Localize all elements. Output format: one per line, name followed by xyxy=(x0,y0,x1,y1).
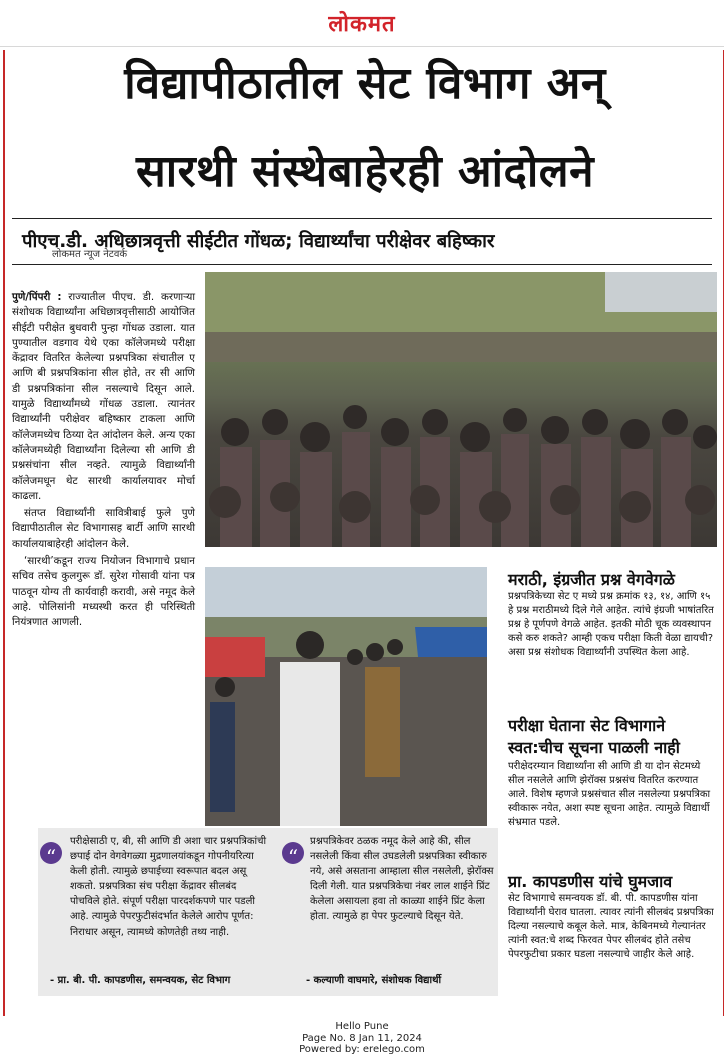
quote-text: परीक्षेसाठी ए, बी, सी आणि डी अशा चार प्रश्नपत्रिकांची छपाई दोन वेगवेगळ्या मुद्रणालयांकडून गोपनीयरित्या केली होती. त्यामुळे छपाईच्या स्वरूपात बदल असू शकतो. प्रश्नपत्रिका संच परीक्षा केंद्रावर सीलबंद पोचविले होते. संपूर्ण परीक्षा पारदर्शकपणे पार पडली आहे. त्यामुळे पेपरफुटीसंदर्भात केलेले आरोप पूर्णत: निराधार असून, त्यामध्ये कोणतेही तथ्य नाही. xyxy=(70,836,267,938)
students-walkway-photo-art xyxy=(205,567,487,826)
protest-crowd-photo xyxy=(205,272,717,547)
subheadline: पीएच.डी. अधिछात्रवृत्ती सीईटीत गोंधळ; विद्यार्थ्यांचा परीक्षेवर बहिष्कार xyxy=(22,231,495,252)
headline-line-1: विद्यापीठातील सेट विभाग अन् xyxy=(124,58,606,109)
dateline: पुणे/पिंपरी : xyxy=(12,291,62,303)
protest-crowd-photo-art xyxy=(205,272,717,547)
section-heading: मराठी, इंग्रजीत प्रश्न वेगवेगळे xyxy=(508,570,675,589)
section-body: परीक्षेदरम्यान विद्यार्थ्यांना सी आणि डी या दोन सेटमध्ये सील नसलेले आणि झेरॉक्स प्रश्नसंच वितरित करण्यात आले. विशेष म्हणजे प्रश्नसंचात सील नसलेल्या प्रश्नपत्रिका स्वीकारू नयेत, अशा स्पष्ट सूचना आहेत. त्यामुळे विद्यार्थी संभ्रमात पडले. xyxy=(508,761,711,828)
divider xyxy=(12,264,712,265)
quote-attribution: - प्रा. बी. पी. कापडणीस, समन्वयक, सेट विभाग xyxy=(50,975,231,986)
footer-edition: Hello Pune xyxy=(335,1021,389,1032)
article-text: राज्यातील पीएच. डी. करणाऱ्या संशोधक विद्यार्थ्यांना अधिछात्रवृत्तीसाठी आयोजित सीईटी परीक्षेत बुधवारी पुन्हा गोंधळ उडाला. यात पुण्यातील वडगाव येथे एका कॉलेजमध्ये परीक्षा केंद्रावर वितरित केलेल्या प्रश्नपत्रिका संचातील ए आणि बी प्रश्नपत्रिकांना सील होते, तर सी आणि डी प्रश्नपत्रिकांना सील नसल्याचे दिसून आले. यामुळे विद्यार्थ्यांमध्ये गोंधळ उडाला. त्यानंतर विद्यार्थ्यांनी परीक्षेवर बहिष्कार टाकला आणि कॉलेजमध्येच ठिय्या देत आंदोलन केले. अन्य एका कॉलेजमध्येही विद्यार्थ्यांना दिलेल्या सी आणि डी प्रश्नसंचांना सील नव्हते. त्यामुळे विद्यार्थ्यांनी कॉलेजमधून थेट सारथी कार्यालयावर मोर्चा काढला. xyxy=(12,291,196,502)
lokmat-logo: लोकमत xyxy=(328,12,396,37)
footer-page-date: Page No. 8 Jan 11, 2024 xyxy=(302,1032,422,1044)
footer-powered-by: Powered by: erelego.com xyxy=(299,1044,425,1055)
section-heading: प्रा. कापडणीस यांचे घुमजाव xyxy=(508,872,673,891)
article-paragraph: ‘सारथी’कडून राज्य नियोजन विभागाचे प्रधान सचिव तसेच कुलगुरू डॉ. सुरेश गोसावी यांना पत्र पाठवून योग्य ती कार्यवाही करावी, असे नमूद केले आहे. पोलिसांनी मध्यस्थी करत ही परिस्थिती नियंत्रणात आणली. xyxy=(12,555,195,629)
section-heading: परीक्षा घेताना सेट विभागाने xyxy=(508,716,666,735)
article-body xyxy=(12,290,195,633)
headline-line-2: सारथी संस्थेबाहेरही आंदोलने xyxy=(136,146,594,197)
article-paragraph xyxy=(12,290,195,504)
byline: लोकमत न्यूज नेटवर्क xyxy=(52,249,128,260)
quote-text: प्रश्नपत्रिकेवर ठळक नमूद केले आहे की, सील नसलेली किंवा सील उघडलेली प्रश्नपत्रिका स्वीकारु नये, असे असताना आम्हाला सील नसलेली, झेरॉक्स दिली गेली. यात प्रश्नपत्रिकेचा नंबर लाल शाईने प्रिंट केलेला असायला हवा तो काळ्या शाईने प्रिंट केला होता. त्यामुळे हा पेपर फुटल्याचे दिसून येते. xyxy=(310,836,494,923)
page-footer xyxy=(0,1021,724,1056)
masthead xyxy=(0,0,724,47)
students-walkway-photo xyxy=(205,567,487,826)
section-body: प्रश्नपत्रिकेच्या सेट ए मध्ये प्रश्न क्रमांक १३, १४, आणि १५ हे प्रश्न मराठीमध्ये दिले गेले आहेत. त्यांचे इंग्रजी भाषांतरित प्रश्न हे पूर्णपणे वेगळे आहेत. इतकी मोठी चूक व्यवस्थापन कसे करु शकते? आम्ही एकच परीक्षा किती वेळा द्यायची? असा प्रश्न संशोधक विद्यार्थ्यांनी उपस्थित केला आहे. xyxy=(508,591,714,658)
section-heading: स्वत:चीच सूचना पाळली नाही xyxy=(508,738,680,757)
quote-icon: “ xyxy=(282,842,304,864)
divider xyxy=(12,218,712,219)
quote-icon: “ xyxy=(40,842,62,864)
article-paragraph: संतप्त विद्यार्थ्यांनी सावित्रीबाई फुले पुणे विद्यापीठातील सेट विभागासह बार्टी आणि सारथी कार्यालयाबाहेरही आंदोलन केले. xyxy=(12,507,195,550)
section-body: सेट विभागाचे समन्वयक डॉ. बी. पी. कापडणीस यांना विद्यार्थ्यांनी घेराव घातला. त्यावर त्यांनी सीलबंद प्रश्नपत्रिका दिल्या नसल्याचे कबूल केले. मात्र, केबिनमध्ये गेल्यानंतर त्यांनी स्वत:चे शब्द फिरवत पेपर सीलबंद होते तसेच पेपरफुटीचा प्रकार घडला नसल्याचे जाहीर केले आहे. xyxy=(508,893,714,960)
quote-attribution: - कल्याणी वाघमारे, संशोधक विद्यार्थी xyxy=(306,975,442,986)
